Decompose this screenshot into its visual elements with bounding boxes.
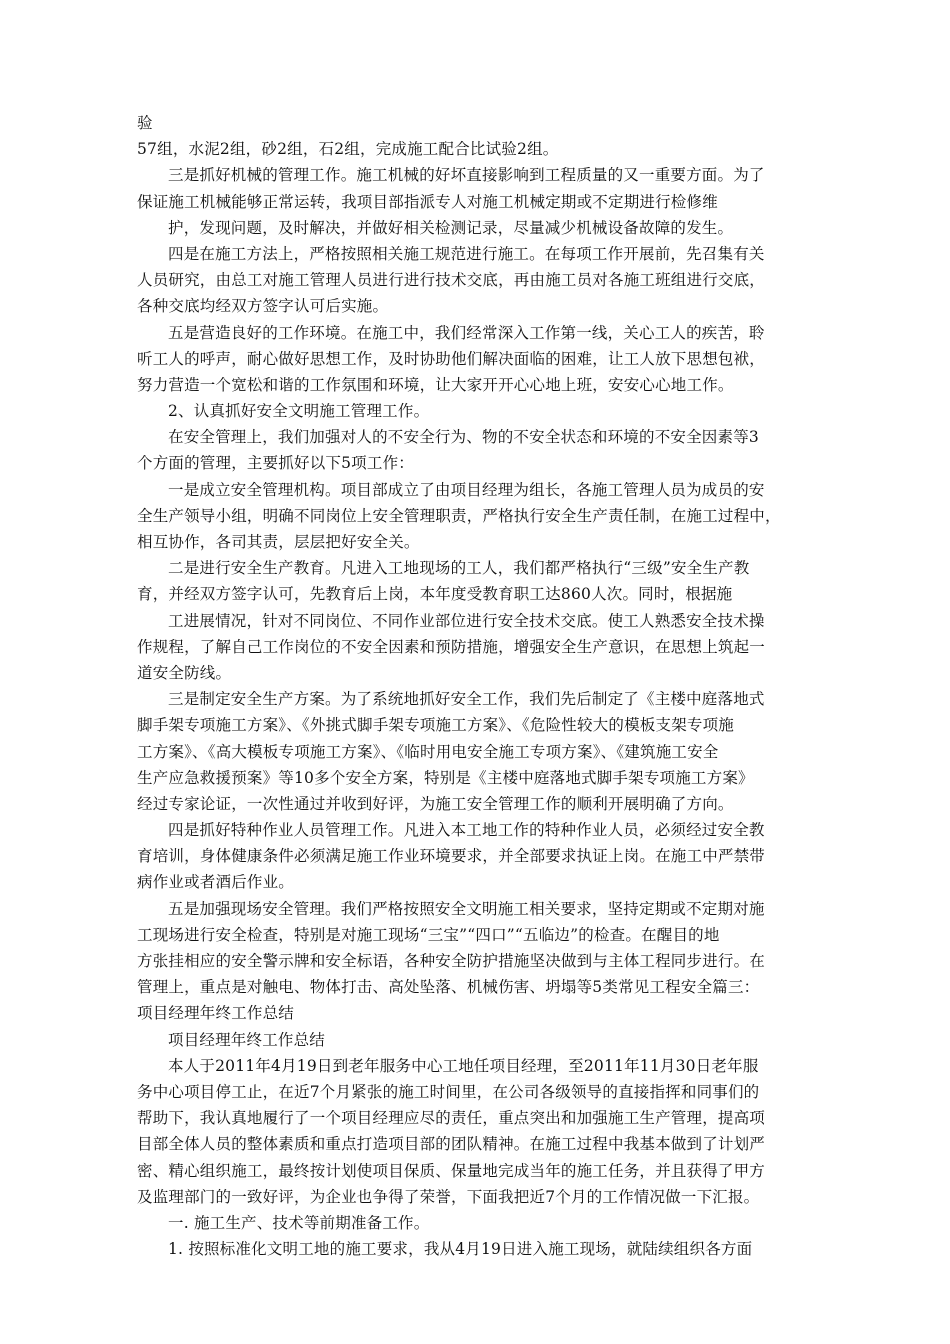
text-line: 努力营造一个宽松和谐的工作氛围和环境，让大家开开心心地上班，安安心心地工作。 <box>137 375 734 394</box>
text-line: 护，发现问题，及时解决，并做好相关检测记录，尽量减少机械设备故障的发生。 <box>168 218 734 237</box>
text-line: 三是抓好机械的管理工作。施工机械的好坏直接影响到工程质量的又一重要方面。为了 <box>168 166 765 185</box>
document-body <box>137 110 827 1262</box>
text-line: 五是加强现场安全管理。我们严格按照安全文明施工相关要求，坚持定期或不定期对施 <box>168 899 765 918</box>
text-line: 工进展情况，针对不同岗位、不同作业部位进行安全技术交底。使工人熟悉安全技术操 <box>168 611 765 630</box>
text-line: 一是成立安全管理机构。项目部成立了由项目经理为组长，各施工管理人员为成员的安 <box>168 480 765 499</box>
text-line: 帮助下，我认真地履行了一个项目经理应尽的责任，重点突出和加强施工生产管理，提高项 <box>137 1109 766 1128</box>
text-line: 人员研究，由总工对施工管理人员进行进行技术交底，再由施工员对各施工班组进行交底， <box>137 271 766 290</box>
text-line: 1. 按照标准化文明工地的施工要求，我从4月19日进入施工现场，就陆续组织各方面 <box>168 1240 753 1259</box>
text-line: 项目经理年终工作总结 <box>137 1004 295 1023</box>
text-line: 项目经理年终工作总结 <box>168 1030 326 1049</box>
text-line: 听工人的呼声，耐心做好思想工作，及时协助他们解决面临的困难，让工人放下思想包袱， <box>137 349 766 368</box>
text-line: 工方案》、《高大模板专项施工方案》、《临时用电安全施工专项方案》、《建筑施工安全 <box>137 742 719 761</box>
text-line: 道安全防线。 <box>137 663 232 682</box>
text-line: 育培训，身体健康条件必须满足施工作业环境要求，并全部要求执证上岗。在施工中严禁带 <box>137 847 766 866</box>
text-line: 保证施工机械能够正常运转，我项目部指派专人对施工机械定期或不定期进行检修维 <box>137 192 718 211</box>
text-line: 三是制定安全生产方案。为了系统地抓好安全工作，我们先后制定了《主楼中庭落地式 <box>168 690 765 709</box>
text-line: 生产应急救援预案》等10多个安全方案，特别是《主楼中庭落地式脚手架专项施工方案》 <box>137 768 754 787</box>
text-line: 及监理部门的一致好评，为企业也争得了荣誉，下面我把近7个月的工作情况做一下汇报。 <box>137 1187 760 1206</box>
text-line: 四是在施工方法上，严格按照相关施工规范进行施工。在每项工作开展前，先召集有关 <box>168 244 765 263</box>
text-line: 57组，水泥2组，砂2组，石2组，完成施工配合比试验2组。 <box>137 140 559 159</box>
text-line: 病作业或者酒后作业。 <box>137 873 295 892</box>
text-line: 个方面的管理，主要抓好以下5项工作： <box>137 454 414 473</box>
text-line: 方张挂相应的安全警示牌和安全标语，各种安全防护措施坚决做到与主体工程同步进行。在 <box>137 952 766 970</box>
text-line: 2、认真抓好安全文明施工管理工作。 <box>168 402 430 421</box>
text-line: 二是进行安全生产教育。凡进入工地现场的工人，我们都严格执行“三级”安全生产教 <box>168 559 750 578</box>
text-line: 相互协作，各司其责，层层把好安全关。 <box>137 533 420 551</box>
text-line: 密、精心组织施工，最终按计划使项目保质、保量地完成当年的施工任务，并且获得了甲方 <box>137 1161 766 1180</box>
text-line: 作规程，了解自己工作岗位的不安全因素和预防措施，增强安全生产意识，在思想上筑起一 <box>137 637 766 656</box>
text-line: 各种交底均经双方签字认可后实施。 <box>137 297 389 316</box>
text-line: 一. 施工生产、技术等前期准备工作。 <box>168 1213 430 1232</box>
text-line: 本人于2011年4月19日到老年服务中心工地任项目经理，至2011年11月30日老年服 <box>168 1056 759 1075</box>
text-line: 验 <box>137 114 153 132</box>
text-line: 全生产领导小组，明确不同岗位上安全管理职责，严格执行安全生产责任制，在施工过程中， <box>137 506 781 525</box>
text-line: 经过专家论证，一次性通过并收到好评，为施工安全管理工作的顺利开展明确了方向。 <box>137 794 734 813</box>
text-line: 四是抓好特种作业人员管理工作。凡进入本工地工作的特种作业人员，必须经过安全教 <box>168 821 765 840</box>
text-line: 在安全管理上，我们加强对人的不安全行为、物的不安全状态和环境的不安全因素等3 <box>168 428 759 447</box>
text-line: 务中心项目停工止，在近7个月紧张的施工时间里，在公司各级领导的直接指挥和同事们的 <box>137 1082 760 1101</box>
text-line: 脚手架专项施工方案》、《外挑式脚手架专项施工方案》、《危险性较大的模板支架专项施 <box>137 716 735 735</box>
text-line: 管理上，重点是对触电、物体打击、高处坠落、机械伤害、坍塌等5类常见工程安全篇三： <box>137 978 760 997</box>
text-line: 目部全体人员的整体素质和重点打造项目部的团队精神。在施工过程中我基本做到了计划严 <box>137 1135 766 1154</box>
text-line: 五是营造良好的工作环境。在施工中，我们经常深入工作第一线，关心工人的疾苦，聆 <box>168 323 765 342</box>
text-line: 工现场进行安全检查，特别是对施工现场“三宝”“四口”“五临边”的检查。在醒目的地 <box>137 925 720 944</box>
text-line: 育，并经双方签字认可，先教育后上岗，本年度受教育职工达860人次。同时，根据施 <box>137 585 733 604</box>
